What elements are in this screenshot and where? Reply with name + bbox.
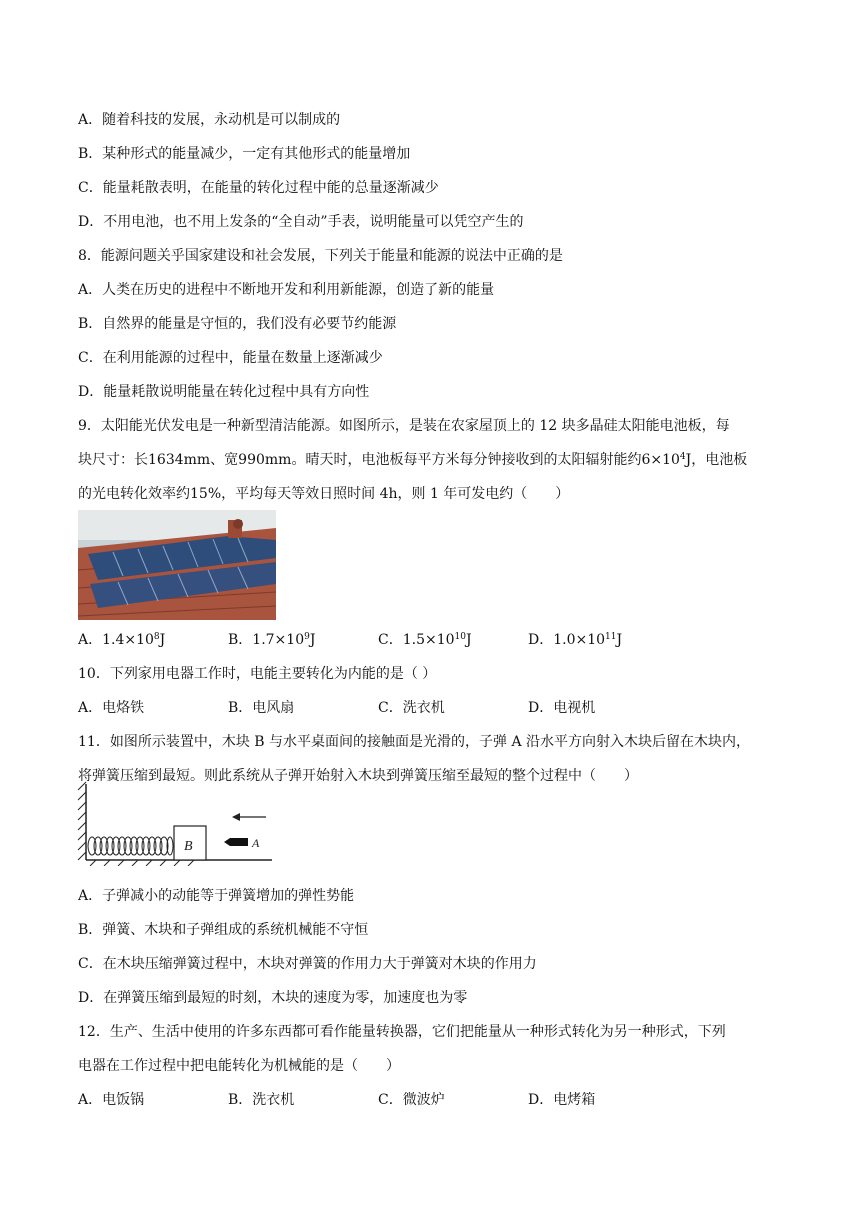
q9-stem-line1: 9．太阳能光伏发电是一种新型清洁能源。如图所示，是装在农家屋顶上的 12 块多晶硅太阳能电池板，每 [78, 418, 730, 434]
q9-option-d [528, 630, 622, 650]
q9-energy-base: 6×10 [641, 452, 680, 468]
q9-option-b-base: B．1.7×10 [228, 632, 305, 648]
q11-option-c: C．在木块压缩弹簧过程中，木块对弹簧的作用力大于弹簧对木块的作用力 [78, 956, 537, 972]
q8-option-b: B．自然界的能量是守恒的，我们没有必要节约能源 [78, 316, 397, 332]
q9-option-d-base: D．1.0×10 [528, 632, 606, 648]
q9-stem-line2-text: 块尺寸：长1634mm、宽990mm。晴天时，电池板每平方米每分钟接收到的太阳辐射能约 [78, 452, 642, 468]
q10-option-a: A．电烙铁 [78, 700, 145, 716]
q11-stem-line1: 11．如图所示装置中，木块 B 与水平桌面间的接触面是光滑的，子弹 A 沿水平方向射入木块后留在木块内， [78, 734, 751, 750]
q8-option-c: C．在利用能源的过程中，能量在数量上逐渐减少 [78, 350, 383, 366]
q8-option-d: D．能量耗散说明能量在转化过程中具有方向性 [78, 384, 370, 400]
q10-option-c: C．洗衣机 [378, 700, 445, 716]
q12-option-b: B．洗衣机 [228, 1092, 295, 1108]
q10-stem: 10．下列家用电器工作时，电能主要转化为内能的是（ ） [78, 666, 437, 682]
q9-option-a [78, 630, 165, 650]
q11-option-a: A．子弹减小的动能等于弹簧增加的弹性势能 [78, 888, 355, 904]
q9-option-d-exponent: 11 [605, 632, 617, 642]
q9-option-b-unit: J [309, 632, 316, 648]
q8-option-a: A．人类在历史的进程中不断地开发和利用新能源，创造了新的能量 [78, 282, 495, 298]
q11-option-d: D．在弹簧压缩到最短的时刻，木块的速度为零，加速度也为零 [78, 990, 468, 1006]
q9-option-a-unit: J [159, 632, 166, 648]
q9-option-a-exponent: 8 [153, 632, 160, 642]
q12-option-a: A．电饭锅 [78, 1092, 145, 1108]
q12-stem-line2: 电器在工作过程中把电能转化为机械能的是（ ） [78, 1058, 400, 1074]
q7-option-a: A．随着科技的发展，永动机是可以制成的 [78, 112, 341, 128]
q9-option-c [378, 630, 472, 650]
q9-option-c-base: C．1.5×10 [378, 632, 455, 648]
q8-stem: 8．能源问题关乎国家建设和社会发展，下列关于能量和能源的说法中正确的是 [78, 248, 563, 264]
q12-option-c: C．微波炉 [378, 1092, 445, 1108]
q9-stem-line2 [78, 450, 747, 470]
bullet-a-label: A [252, 836, 260, 850]
q9-option-c-unit: J [465, 632, 472, 648]
q10-option-d: D．电视机 [528, 700, 596, 716]
q9-option-b-exponent: 9 [304, 632, 310, 642]
spring-block-bullet-figure [76, 776, 276, 866]
q7-option-d: D．不用电池，也不用上发条的“全自动”手表，说明能量可以凭空产生的 [78, 214, 524, 230]
q11-option-b: B．弹簧、木块和子弹组成的系统机械能不守恒 [78, 922, 369, 938]
q10-option-b: B．电风扇 [228, 700, 295, 716]
q9-energy-exponent: 4 [679, 452, 686, 462]
q9-option-b [228, 630, 315, 650]
q7-option-c: C．能量耗散表明，在能量的转化过程中能的总量逐渐减少 [78, 180, 439, 196]
q9-option-d-unit: J [616, 632, 623, 648]
q12-option-d: D．电烤箱 [528, 1092, 596, 1108]
solar-panel-roof-photo [78, 510, 276, 620]
q9-option-c-exponent: 10 [454, 632, 466, 642]
q9-stem-line3: 的光电转化效率约15%，平均每天等效日照时间 4h，则 1 年可发电约（ ） [78, 486, 570, 502]
q11-stem-line2: 将弹簧压缩到最短。则此系统从子弹开始射入木块到弹簧压缩至最短的整个过程中（ ） [78, 768, 638, 784]
block-b-label: B [184, 839, 193, 854]
q12-stem-line1: 12．生产、生活中使用的许多东西都可看作能量转换器，它们把能量从一种形式转化为另一种形式，下列 [78, 1024, 726, 1040]
q9-option-a-base: A．1.4×10 [78, 632, 154, 648]
q7-option-b: B．某种形式的能量减少，一定有其他形式的能量增加 [78, 146, 411, 162]
q9-stem-line2-tail: J，电池板 [685, 452, 748, 468]
